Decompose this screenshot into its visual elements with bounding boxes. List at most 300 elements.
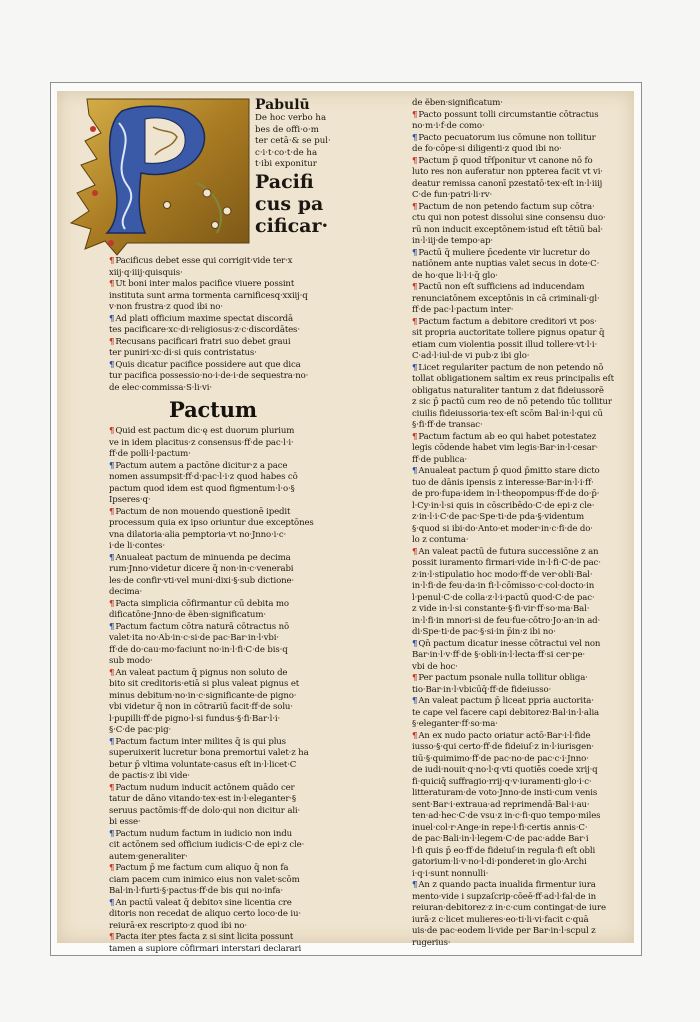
text-line [412,489,624,501]
line-text: Anualeat pactum p̄ quod p̄mitto stare dicto [418,466,600,476]
text-line [412,535,624,547]
text-line [412,811,624,823]
line-text: An ex nudo pacto oriatur actō·Bar·i·l·fide [418,730,591,741]
line-text: de fo·cōpe·si diligenti·z quod ibi no· [412,144,562,154]
text-line [412,248,624,260]
text-line [109,863,325,875]
title-line: t·ibi exponitur [255,159,317,169]
line-text: l·Cy·in·l·si quis in cōscribēdo·C·de epi·z cle· [412,500,595,511]
text-line [412,731,624,743]
text-line [109,541,325,553]
line-text: ff·de polli·l·pactum· [109,449,191,459]
line-text: legis cōdende habet vim legis·Bar·in·l·cesar· [412,443,599,453]
blue-paragraph-mark-icon: ¶ [412,880,418,890]
line-text: Pacto pecuatorum ius cōmune non tollitur [418,132,596,143]
line-text: seruus pactōmis·ff·de dolo·qui non dicitur ali· [109,805,301,816]
title-line: ter cetā·& se pul· [255,136,331,146]
line-text: cit actōnem sed officium iudicis·C·de epi·z cle· [109,840,305,850]
red-paragraph-mark-icon: ¶ [109,256,115,266]
text-line [109,314,325,326]
line-text: pactum quod idem est quod figmentum·l·o·§ [109,483,295,494]
title-big-word: Pacifi [255,170,314,193]
line-text: ff·de pac·l·pactum inter· [412,305,514,315]
blue-paragraph-mark-icon: ¶ [412,696,418,706]
line-text: rugerius· [412,937,451,948]
text-line [412,156,624,168]
title-line: bes de offi·o·m [255,124,319,135]
line-text: gatorium·li·v·no·l·di·ponderet·in glo·Archi [412,857,587,867]
text-line [412,719,624,731]
text-line [412,501,624,513]
line-text: tiū·§·quimimo·ff·de pac·no·de pac·c·i·Jnno· [412,753,589,764]
text-line [412,547,624,559]
text-line [412,478,624,490]
text-line [412,432,624,444]
line-text: de pactis·z ibi vide· [109,771,190,781]
text-line [109,371,325,383]
text-line [412,340,624,352]
line-text: Ut boni inter malos pacifice viuere possint [115,279,295,289]
line-text: Pactum factum a debitore creditori vt pos· [418,316,597,327]
line-text: Pacta iter ptes facta z si sint licita possunt [115,932,294,942]
line-text: Bar·in·l·v·ff·de §·obli·in·l·lecta·ff·si cer·pe· [412,650,585,660]
text-line [109,714,325,726]
line-text: Pactum de non petendo factum sup cōtra· [418,201,595,212]
text-line [412,938,624,950]
text-line [412,800,624,812]
line-text: §·C·de pac·pig· [109,725,172,735]
line-text: Per pactum psonale nulla tollitur obliga· [418,673,588,683]
text-line [109,875,325,887]
line-text: §·quod si ibi·do·Anto·et moder·in·c·fi·de do· [412,523,593,534]
text-line [109,806,325,818]
text-line [109,783,325,795]
text-line [109,829,325,841]
red-paragraph-mark-icon: ¶ [412,201,418,212]
text-line [412,524,624,536]
line-text: lo z contuma· [412,535,469,545]
line-text: i·de li·contes· [109,541,165,551]
text-line [412,282,624,294]
section-heading: Pactum [169,397,257,422]
line-text: minus debitum·no·in·c·significante·de pigno· [109,690,297,701]
line-text: ctu qui non potest dissolui sine consensu duo· [412,213,606,223]
line-text: te cape vel facere capi debitorez·Bal·in·l·alia [412,707,600,718]
line-text: dificatōne·Jnno·de ẽben·significatum· [109,610,266,620]
line-text: in·l·iij·de tempo·ap· [412,236,494,246]
line-text: i·q·i·sunt nonnulli· [412,868,489,879]
line-text: de elec·commissa·S·li·vi· [109,382,212,393]
line-text: ff·de do·cau·mo·faciunt no·in·l·fi·C·de bis·q [109,644,288,655]
red-paragraph-mark-icon: ¶ [109,782,115,793]
line-text: vna dilatoria·alia pemptoria·vt no·Jnno·i·c· [109,529,287,540]
text-line [109,507,325,519]
blue-paragraph-mark-icon: ¶ [109,828,115,839]
text-line [412,328,624,340]
text-line [109,932,325,944]
text-line [109,449,325,461]
line-text: Pactum nudum inducit actōnem quādo cer [115,782,295,793]
line-text: z vide in·l·si constante·§·fi·vir·ff·so·ma·Bal· [412,604,590,614]
text-line [109,268,325,280]
line-text: vbi de hoc· [412,661,458,672]
line-text: renunciatōnem exceptōnis in cā criminali·gl· [412,293,600,304]
red-paragraph-mark-icon: ¶ [109,932,115,942]
line-text: Pacta simplicia cōfirmantur cū debita mo [115,598,289,609]
text-line [412,213,624,225]
text-line [412,397,624,409]
line-text: in·l·fi·de feu·da·in fi·l·cōmisso·c·col·docto·in [412,581,595,591]
blue-paragraph-mark-icon: ¶ [412,638,418,649]
text-line [109,587,325,599]
text-line [109,530,325,542]
line-text: autem·generaliter· [109,851,188,862]
line-text: ve in idem placitus·z consensus·ff·de pac·l·i· [109,437,294,448]
line-text: Quis dicatur pacifice possidere aut que dica [115,359,301,370]
text-line [412,581,624,593]
text-line [412,294,624,306]
line-text: les·de confir·vti·vel muni·dixi·§·sub dictione· [109,575,295,586]
text-line [109,886,325,898]
text-line [109,576,325,588]
text-line [412,363,624,375]
line-text: di·Spe·ti·de pac·§·si·in p̄in·z ibi no· [412,627,556,637]
line-text: inuel·col·r·Ange·in repe·l·fi·certis annis·C· [412,822,588,833]
text-line [412,903,624,915]
line-text: de pro·fupa·idem in·l·theopompus·ff·de do·p̄· [412,489,600,499]
line-text: reiurā·ex rescripto·z quod ibi no· [109,920,248,931]
line-text: tio·Bar·in·l·vbicūq̄·ff·de fideiusso· [412,684,552,695]
text-line [412,374,624,386]
text-line [412,455,624,467]
blue-paragraph-mark-icon: ¶ [412,362,418,373]
text-line [412,409,624,421]
line-text: obligatus naturaliter tantum z dat fideiussorē [412,385,604,396]
line-text: Ad plati officium maxime spectat discordā [115,313,293,324]
text-line [109,438,325,450]
line-text: Licet regulariter pactum de non petendo nō [418,362,604,373]
line-text: C·ad·l·iul·de vi pub·z ibi glo· [412,351,530,361]
text-line [412,685,624,697]
text-line [109,852,325,864]
red-paragraph-mark-icon: ¶ [412,282,418,292]
text-line [412,880,624,892]
line-text: mento·vide i supzaſcrip·cōeē·ff·ad·l·fal·de in [412,891,597,902]
text-line [109,426,325,438]
line-text: z·in·l·stipulatio hoc modo·ff·de ver·obli·Bal· [412,569,593,580]
text-line [109,337,325,349]
red-paragraph-mark-icon: ¶ [109,506,115,517]
line-text: ditoris non recedat de aliquo certo loco·de iu· [109,909,301,919]
text-line [412,144,624,156]
line-text: etiam cum violentia possit illud tollere·vt·l·i· [412,339,598,350]
line-text: sit propria auctoritate tollere pignus opatur q̄ [412,328,605,338]
text-line [412,271,624,283]
title-big-word: cus pa [255,192,324,215]
line-text: tes pacificare·xc·di·religiosus·z·c·discordātes· [109,325,300,335]
manuscript-page [57,91,634,954]
line-text: possit iuramento firmari·vide in·l·fi·C·de pac· [412,558,601,568]
line-text: uis·de pac·eodem li·vide per Bar·in·l·scpul z [412,926,596,936]
text-line [109,944,325,956]
line-text: Pactum p̄ me factum cum aliquo q̄ non fa [115,863,289,873]
red-paragraph-mark-icon: ¶ [109,863,115,873]
text-line [109,691,325,703]
line-text: iurā·z c·licet mulieres·eo·ti·li·vi·facit c·quā [412,914,589,925]
line-text: ff·de publica· [412,454,468,465]
text-line [412,604,624,616]
line-text: An pactū valeat q̄ debitoꝛ sine licentia cre [115,897,292,908]
text-line [412,512,624,524]
line-text: l·fi quis p̄ eo·ff·de fideiuſ·in regula·fi eſt obli [412,845,596,856]
text-line [109,279,325,291]
text-line [109,553,325,565]
text-line [109,622,325,634]
line-text: Pactum nudum factum in iudicio non indu [115,828,292,839]
text-line [109,817,325,829]
text-line [412,846,624,858]
red-paragraph-mark-icon: ¶ [412,673,418,683]
text-line [109,484,325,496]
line-text: litteraturam·de voto·Jnno·de insti·cum venis [412,788,598,798]
text-line [109,633,325,645]
line-text: l·pupilli·ff·de pigno·l·si fundus·§·fi·Bar·l·i· [109,713,281,724]
line-text: reiuran·debitorez·z in·c·cum contingat·de iure [412,903,606,913]
line-text: processum quia ex ipso oriuntur due exceptōnes [109,518,314,528]
text-line [412,133,624,145]
text-line [412,317,624,329]
text-line [412,754,624,766]
red-paragraph-mark-icon: ¶ [109,667,115,678]
text-line [109,291,325,303]
text-line [412,834,624,846]
red-paragraph-mark-icon: ¶ [109,336,115,347]
red-paragraph-mark-icon: ¶ [412,109,418,120]
text-line [109,771,325,783]
line-text: nomen assumpsit·ff·d·pac·l·i·z quod habes cō [109,472,298,482]
text-line [109,302,325,314]
line-text: tur pacifica possessio·no·i·de·i·de sequestra·no· [109,371,309,381]
line-text: An valeat pactum p̄ liceat ppria auctorita· [418,696,594,706]
text-line [109,325,325,337]
text-line [412,167,624,179]
text-line [109,383,325,395]
line-text: An valeat pactum q̄ pignus non soluto de [115,667,288,678]
text-line [412,443,624,455]
text-line [412,696,624,708]
line-text: C·de fun·patri·li·rv· [412,190,493,200]
line-text: deatur remissa canonī pzestatō·tex·eſt in·l·iiij [412,178,603,189]
red-paragraph-mark-icon: ¶ [109,426,115,436]
line-text: Pacto possunt tolli circumstantie cōtractus [418,109,599,120]
text-line [412,869,624,881]
line-text: betur p̄ vltima voluntate·casus eſt in·l·licet·C [109,759,297,770]
text-line [109,702,325,714]
illuminated-initial-p [67,93,255,255]
text-line [109,840,325,852]
text-line [412,823,624,835]
line-text: An valeat pactū de futura successiōne z an [418,546,599,557]
line-text: in·l·fi·in mnori·si de feu·fue·cōtro·Jo·an·in ad· [412,615,601,626]
line-text: §·eleganter·ff·so·ma· [412,719,498,729]
line-text: Pacificus debet esse qui corrigit·vide ter·x [115,256,293,266]
line-text: vbi videtur q̄ non in cōtrariū facit·ff·de solu· [109,702,293,712]
text-line [109,461,325,473]
text-line [412,236,624,248]
blue-paragraph-mark-icon: ¶ [109,897,115,908]
title-line: De hoc verbo ha [255,113,327,123]
text-line [412,662,624,674]
line-text: Recusans pacificari fratri suo debet graui [115,336,291,347]
text-line [412,915,624,927]
text-line [412,639,624,651]
text-line [109,610,325,622]
text-line [412,121,624,133]
rubric-word: Pabulū [255,97,310,113]
text-line [109,737,325,749]
line-text: sent·Bar·i·extraua·ad reprimendā·Bal·i·au· [412,799,590,810]
line-text: sub modo· [109,656,153,666]
text-line [412,650,624,662]
text-line [109,679,325,691]
text-line [412,616,624,628]
line-text: v·non frustra·z quod ibi no· [109,302,223,312]
text-line [109,495,325,507]
right-text-column [412,98,624,949]
text-line [412,225,624,237]
red-paragraph-mark-icon: ¶ [412,546,418,557]
text-line [412,558,624,570]
line-text: An z quando pacta inualida firmentur iura [418,880,596,890]
line-text: Quid est pactum dic·ę est duorum plurium [115,426,295,436]
line-text: de pac·Bali·in·l·legem·C·de pac·adde Bar·i [412,834,589,844]
line-text: valet·ita no·Ab·in·c·si·de pac·Bar·in·l·vbi· [109,633,279,643]
red-paragraph-mark-icon: ¶ [412,155,418,166]
text-line [412,765,624,777]
line-text: tamen a supiore cōfirmari interstari declarari [109,943,302,954]
blue-paragraph-mark-icon: ¶ [109,621,115,632]
line-text: de iudi·nouit·q·no·l·q·vti quotiēs coede xrij·q [412,765,598,775]
text-line [412,259,624,271]
red-paragraph-mark-icon: ¶ [412,431,418,442]
text-line [412,202,624,214]
text-line [412,190,624,202]
red-paragraph-mark-icon: ¶ [109,598,115,609]
line-text: Pactum factum ab eo qui habet potestatez [418,431,597,442]
text-line [412,386,624,398]
text-line [412,420,624,432]
text-line [109,645,325,657]
line-text: de ẽben·significatum· [412,98,503,108]
line-text: tatur de dāno vitando·tex·est in·l·eleganter·§ [109,794,297,804]
text-line [109,921,325,933]
line-text: instituta sunt arma tormenta carnificesq·xxiij·q [109,290,308,301]
blue-paragraph-mark-icon: ¶ [109,460,115,471]
text-line [109,909,325,921]
line-text: z·in·l·i·C·de pac·Spe·ti·de pda·§·videntum [412,512,584,522]
text-line [412,777,624,789]
text-line [412,708,624,720]
line-text: tuo de dānis ipensis z interesse·Bar·in·l·i·ff· [412,477,594,488]
text-line [412,110,624,122]
line-text: luto res non auferatur non ppterea facit vt vi· [412,167,603,177]
text-line [109,599,325,611]
text-line [412,857,624,869]
text-line [412,98,624,110]
line-text: z sic p̄ pactū cum reo de nō petendo tūc tollitur [412,397,612,407]
red-paragraph-mark-icon: ¶ [412,730,418,741]
line-text: tollat obligationem saltim ex reus principalis eſt [412,374,614,384]
line-text: decima· [109,587,143,597]
line-text: Pactum autem a pactōne dicitur·z a pace [115,460,288,471]
line-text: ter puniri·xc·di·si quis contristatus· [109,348,257,358]
blue-paragraph-mark-icon: ¶ [412,466,418,476]
text-line [109,668,325,680]
line-text: ciuilis fideiussoria·tex·eſt scōm Bal·in·l·qui cū [412,408,603,419]
text-line [109,518,325,530]
line-text: ten·ad·hec·C·de vsu·z in·c·fi·quo tempo·miles [412,811,601,821]
text-line [412,593,624,605]
text-line [109,748,325,760]
text-line [412,179,624,191]
text-line [109,725,325,737]
red-paragraph-mark-icon: ¶ [109,279,115,289]
line-text: xiij·q·iiij·quisquis· [109,267,183,278]
line-text: fi·quiciq̄ suffragio·rrij·q·v·iuramenti·glo·i·c· [412,776,592,787]
line-text: natiōnem ante nuptias valet secus in dote·C· [412,259,600,269]
blue-paragraph-mark-icon: ¶ [412,247,418,258]
text-line [109,794,325,806]
line-text: no·m·i·f·de como· [412,121,485,131]
title-big-word: cificar· [255,214,329,237]
blue-paragraph-mark-icon: ¶ [109,313,115,324]
line-text: bi esse· [109,817,141,827]
line-text: de ho·que li·l·i·q̄ glo· [412,270,498,281]
text-line [412,926,624,938]
line-text: Pactum de non mouendo questionē ipedit [115,506,291,517]
blue-paragraph-mark-icon: ¶ [109,736,115,747]
line-text: l·penul·C·de colla·z·l·i·pactū quod·C·de pac· [412,592,595,603]
text-line [412,570,624,582]
text-line [412,305,624,317]
text-line [412,627,624,639]
title-line: c·i·t·co·t·de ha [255,147,318,158]
blue-paragraph-mark-icon: ¶ [109,552,115,563]
line-text: rū non inducit exceptōnem·istud eſt tētiū bal· [412,224,603,235]
line-text: Pactū non eſt sufficiens ad inducendam [418,282,585,292]
text-line [109,898,325,910]
text-line [109,348,325,360]
line-text: §·fi·ff·de transac· [412,420,483,430]
text-line [412,892,624,904]
line-text: Pactū q̄ muliere p̄cedente vir lucretur do [418,247,590,258]
blue-paragraph-mark-icon: ¶ [412,132,418,143]
line-text: iusso·§·qui certo·ff·de fideiuſ·z in·l·iurisgen· [412,742,595,752]
text-line [109,472,325,484]
line-text: Ipseres·q· [109,495,151,505]
line-text: bito sit creditoris·etiā si plus valeat pignus et [109,679,300,689]
text-line [412,673,624,685]
line-text: superuixerit lucretur bona premortui valet·z ha [109,748,309,758]
text-line [109,760,325,772]
line-text: Qn̄ pactum dicatur inesse cōtractui vel non [418,638,601,649]
text-line [412,742,624,754]
text-line [412,466,624,478]
blue-paragraph-mark-icon: ¶ [109,359,115,370]
text-line [109,256,325,268]
line-text: Pactum factum inter milites q̄ is qui plus [115,736,286,747]
line-text: ciam pacem cum inimico eius non valet·scōm [109,874,300,885]
